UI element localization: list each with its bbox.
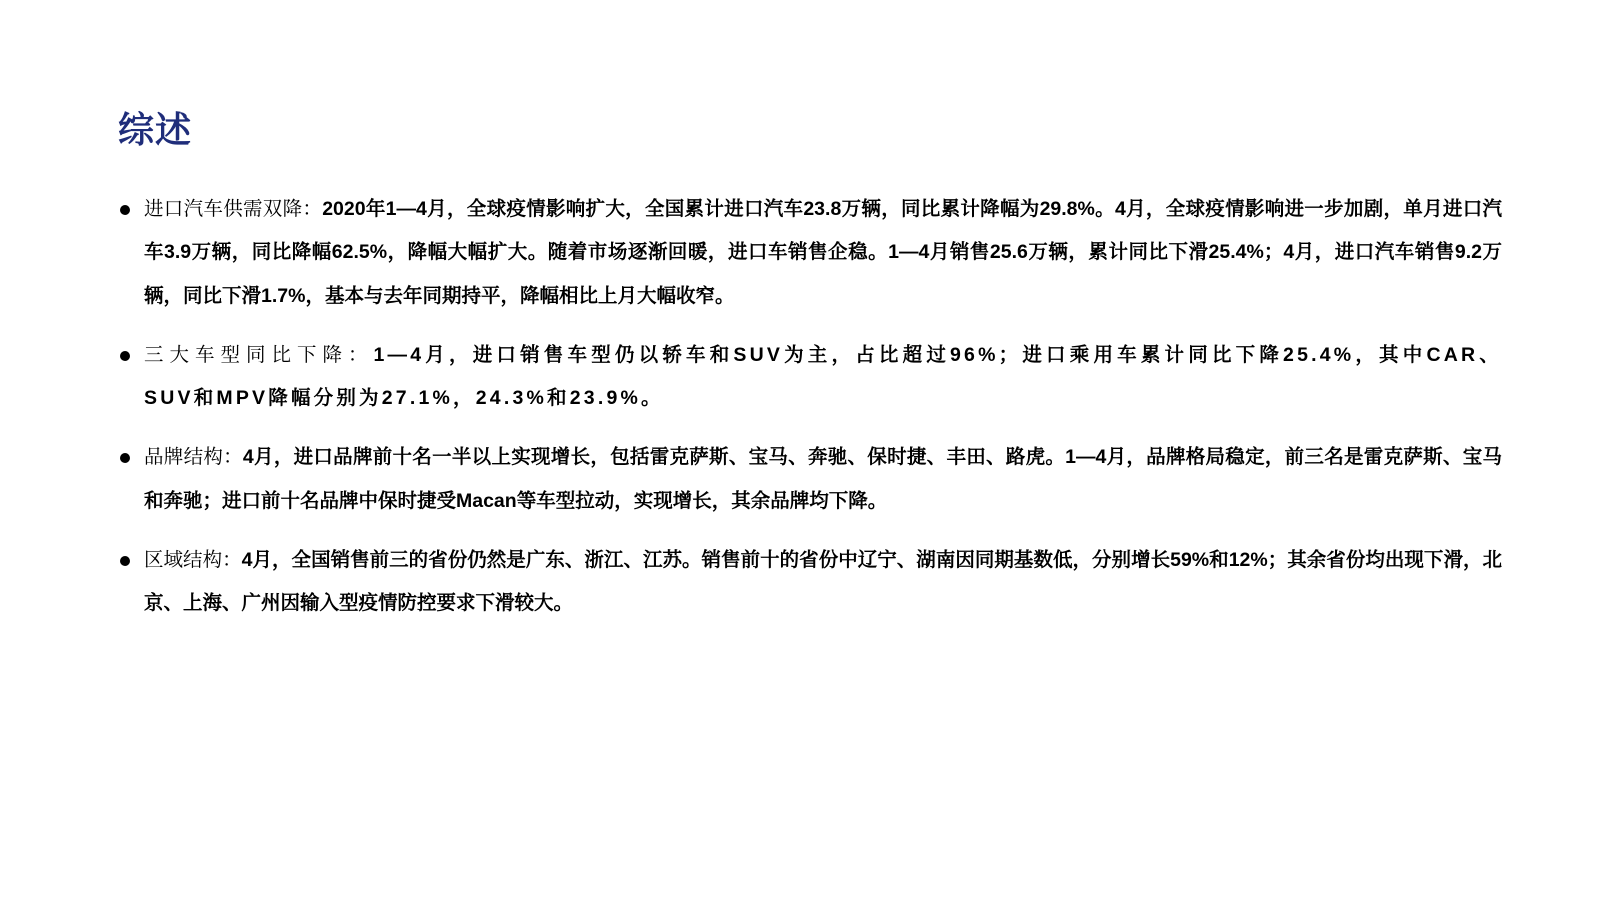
bullet-dot-icon: [120, 351, 130, 361]
bullet-dot-icon: [120, 453, 130, 463]
bullet-lead: 三大车型同比下降：: [144, 343, 374, 366]
bullet-list: [112, 188, 1502, 642]
bullet-dot-icon: [120, 205, 130, 215]
bullet-body: 4月，进口品牌前十名一半以上实现增长，包括雷克萨斯、宝马、奔驰、保时捷、丰田、路虎。1—4月，品牌格局稳定，前三名是雷克萨斯、宝马和奔驰；进口前十名品牌中保时捷受Macan等车型拉动，实现增长，其余品牌均下降。: [144, 446, 1502, 512]
bullet-dot-icon: [120, 556, 130, 566]
bullet-body: 4月，全国销售前三的省份仍然是广东、浙江、江苏。销售前十的省份中辽宁、湖南因同期基数低，分别增长59%和12%；其余省份均出现下滑，北京、上海、广州因输入型疫情防控要求下滑较大。: [144, 548, 1502, 615]
bullet-paragraph: [144, 539, 1502, 626]
list-item: [112, 436, 1502, 523]
bullet-body: 2020年1—4月，全球疫情影响扩大，全国累计进口汽车23.8万辆，同比累计降幅为29.8%。4月，全球疫情影响进一步加剧，单月进口汽车3.9万辆，同比降幅62.5%，降幅大幅扩大。随着市场逐渐回暖，进口车销售企稳。1—4月销售25.6万辆，累计同比下滑25.4%；4月，进口汽车销售9.2万辆，同比下滑1.7%，基本与去年同期持平，降幅相比上月大幅收窄。: [144, 198, 1502, 307]
bullet-paragraph: [144, 334, 1502, 421]
page-title: 综述: [118, 109, 193, 150]
bullet-body: 1—4月，进口销售车型仍以轿车和SUV为主，占比超过96%；进口乘用车累计同比下降25.4%，其中CAR、SUV和MPV降幅分别为27.1%，24.3%和23.9%。: [144, 343, 1502, 410]
list-item: [112, 539, 1502, 626]
bullet-paragraph: [144, 436, 1502, 523]
bullet-lead: 品牌结构：: [144, 446, 243, 469]
list-item: [112, 188, 1502, 318]
list-item: [112, 334, 1502, 421]
bullet-paragraph: [144, 188, 1502, 318]
bullet-lead: 区域结构：: [144, 548, 242, 571]
bullet-lead: 进口汽车供需双降：: [144, 198, 323, 220]
